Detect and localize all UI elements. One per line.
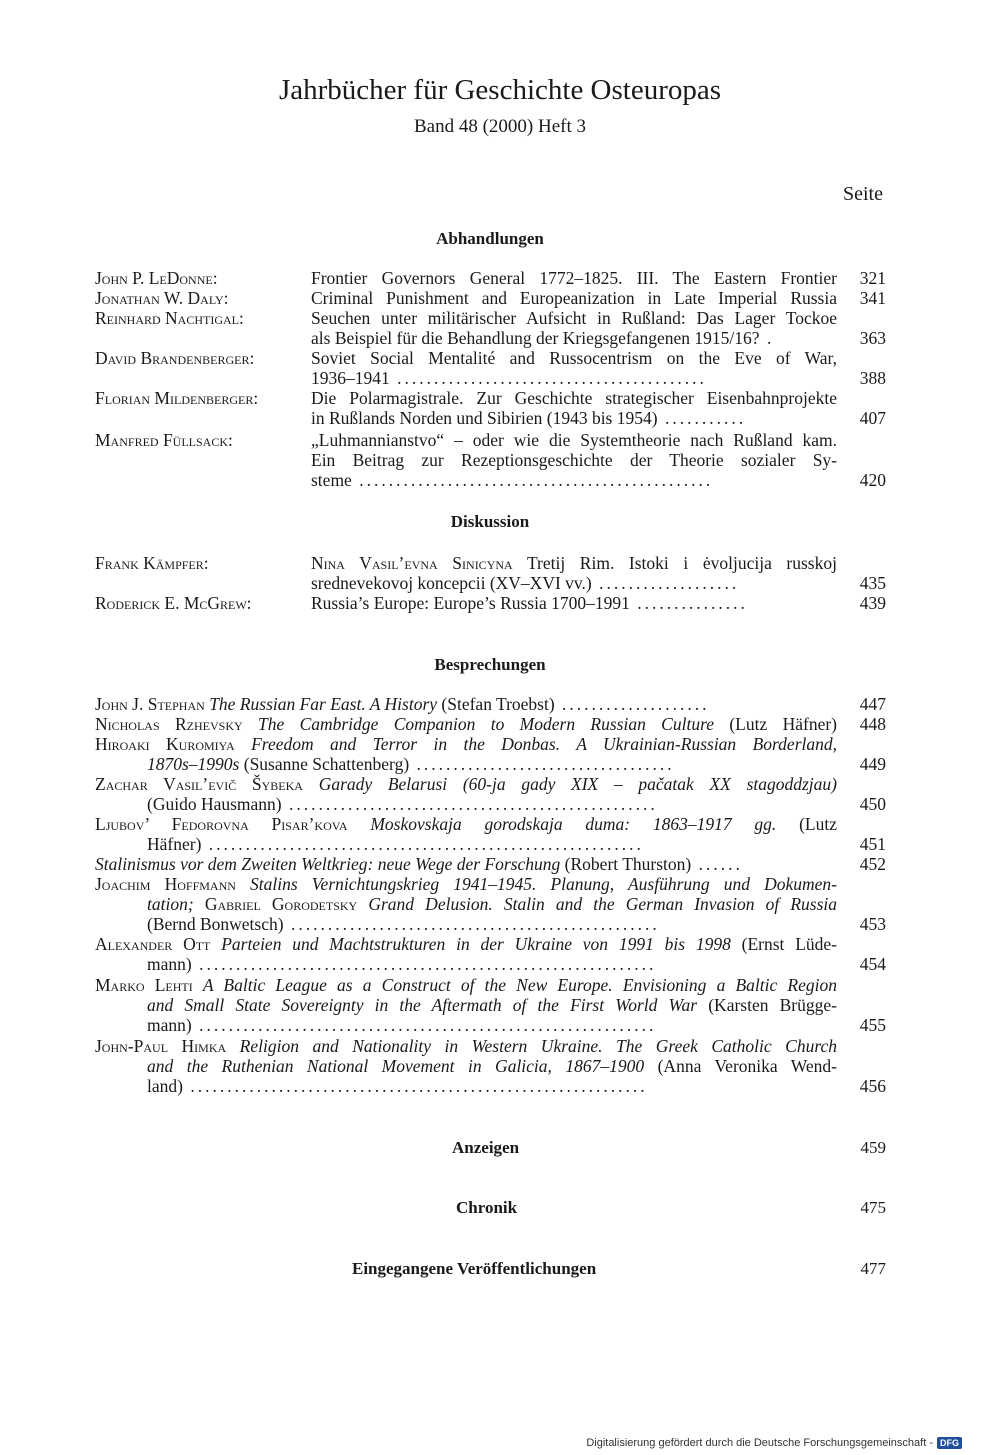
entry-title-line[interactable]: in Rußlands Norden und Sibirien (1943 bis 1954) ........... [311,408,747,428]
toc-entry [0,308,1000,328]
section-heading-diskussion: Diskussion [450,512,530,531]
entry-page: 453 [859,914,886,934]
toc-entry [0,593,1000,613]
entry-title-line[interactable]: srednevekovoj koncepcii (XV–XVI vv.) ................... [311,573,740,593]
entry-author: John P. LeDonne: [95,268,218,288]
leader-dots: . [759,328,775,348]
leader-dots: .................................................. [283,914,660,934]
entry-title[interactable]: Die Polarmagistrale. Zur Geschichte strategischer Eisenbahnprojekte [311,388,837,408]
entry-author: Florian Mildenberger: [95,388,259,408]
entry-title[interactable]: Frontier Governors General 1772–1825. III. The Eastern Frontier [311,268,837,288]
entry-page: 475 [860,1198,886,1217]
entry-page: 450 [859,794,886,814]
digitization-footer [586,1437,962,1449]
toc-entry [0,388,1000,408]
entry-page: 456 [859,1076,886,1096]
toc-entry [0,430,1000,450]
review-text-line[interactable]: and the Ruthenian National Movement in Galicia, 1867–1900 (Anna Veronika Wend- [147,1056,837,1076]
toc-entry-continued [0,470,1000,490]
review-entry [0,774,1000,794]
review-entry-continued [0,794,1000,814]
review-text-line[interactable]: (Bernd Bonwetsch) .................................................. [147,914,660,934]
review-text-line[interactable]: tation; Gabriel Gorodetsky Grand Delusion. Stalin and the German Invasion of Russia [147,894,837,914]
review-text-line[interactable]: land) .............................................................. [147,1076,648,1096]
entry-page: 435 [859,573,886,593]
entry-page: 388 [859,368,886,388]
entry-title[interactable]: „Luhmannianstvo“ – oder wie die Systemtheorie nach Rußland kam. [311,430,837,450]
entry-author: Reinhard Nachtigal: [95,308,244,328]
entry-page: 447 [859,694,886,714]
leader-dots: ................................... [409,754,675,774]
toc-section-anzeigen [0,1138,1000,1158]
toc-entry-continued [0,408,1000,428]
review-text-line[interactable]: (Guido Hausmann) .................................................. [147,794,658,814]
review-entry-continued [0,894,1000,914]
toc-section-chronik [0,1198,1000,1218]
entry-page: 420 [859,470,886,490]
section-label[interactable]: Chronik [456,1198,518,1217]
entry-page: 451 [859,834,886,854]
leader-dots: .................................................. [281,794,658,814]
review-entry [0,854,1000,874]
entry-page: 452 [859,854,886,874]
review-entry-continued [0,834,1000,854]
entry-page: 439 [859,593,886,613]
review-text[interactable]: John-Paul Himka Religion and Nationality in Western Ukraine. The Greek Catholic Church [95,1036,837,1056]
entry-title-line[interactable]: Ein Beitrag zur Rezeptionsgeschichte der Theorie sozialer Sy- [311,450,837,470]
review-entry [0,814,1000,834]
entry-page: 341 [859,288,886,308]
review-text[interactable]: Hiroaki Kuromiya Freedom and Terror in the Donbas. A Ukrainian-Russian Borderland, [95,734,837,754]
leader-dots: ...... [691,854,743,874]
leader-dots: .............................................................. [182,1076,648,1096]
entry-author: Roderick E. McGrew: [95,593,252,613]
entry-title[interactable]: Seuchen unter militärischer Aufsicht in Rußland: Das Lager Tockoe [311,308,837,328]
entry-page: 454 [859,954,886,974]
review-text-line[interactable]: mann) .............................................................. [147,954,657,974]
toc-entry [0,553,1000,573]
journal-title: Jahrbücher für Geschichte Osteuropas [278,74,722,106]
toc-entry [0,348,1000,368]
section-label[interactable]: Anzeigen [452,1138,520,1157]
entry-title[interactable]: Russia’s Europe: Europe’s Russia 1700–1991 ............... [311,593,748,613]
section-label[interactable]: Eingegangene Veröffentlichungen [352,1259,597,1278]
review-text-line[interactable]: 1870s–1990s (Susanne Schattenberg) ................................... [147,754,675,774]
leader-dots: ................................................ [351,470,714,490]
review-entry-continued [0,1015,1000,1035]
leader-dots: .............................................................. [191,1015,657,1035]
entry-author: Manfred Füllsack: [95,430,233,450]
entry-page: 321 [859,268,886,288]
issue-info: Band 48 (2000) Heft 3 [413,116,587,137]
section-heading-abhandlungen: Abhandlungen [436,229,544,248]
entry-title[interactable]: Nina Vasil’evna Sinicyna Tretij Rim. Istoki i ėvoljucija russkoj [311,553,837,573]
entry-title-line[interactable]: als Beispiel für die Behandlung der Kriegsgefangenen 1915/16? . [311,328,775,348]
review-text-line[interactable]: and Small State Sovereignty in the Aftermath of the First World War (Karsten Brügge- [147,995,837,1015]
review-entry-continued [0,995,1000,1015]
dfg-logo: DFG [937,1437,962,1449]
entry-page: 449 [859,754,886,774]
leader-dots: ........................................................... [201,834,644,854]
review-entry-continued [0,954,1000,974]
entry-title-line[interactable]: steme ................................................ [311,470,714,490]
review-text-line[interactable]: Häfner) ........................................................... [147,834,644,854]
leader-dots: .......................................... [389,368,707,388]
toc-entry [0,268,1000,288]
review-text[interactable]: John J. Stephan The Russian Far East. A History (Stefan Troebst) .................... [95,694,710,714]
leader-dots: ................... [591,573,740,593]
entry-page: 363 [859,328,886,348]
review-entry-continued [0,914,1000,934]
toc-entry [0,288,1000,308]
entry-author: David Brandenberger: [95,348,255,368]
leader-dots: .................... [554,694,710,714]
review-text-line[interactable]: mann) .............................................................. [147,1015,657,1035]
entry-page: 407 [859,408,886,428]
entry-author: Frank Kämpfer: [95,553,209,573]
leader-dots: .............................................................. [191,954,657,974]
entry-page: 477 [860,1259,886,1278]
review-entry-continued [0,1056,1000,1076]
entry-author: Jonathan W. Daly: [95,288,229,308]
review-entry [0,1036,1000,1056]
section-heading-besprechungen: Besprechungen [434,655,546,674]
review-text[interactable]: Ljubov’ Fedorovna Pisar’kova Moskovskaja gorodskaja duma: 1863–1917 gg. (Lutz [95,814,837,834]
review-entry [0,975,1000,995]
entry-title[interactable]: Soviet Social Mentalité and Russocentrism on the Eve of War, [311,348,837,368]
review-entry-continued [0,1076,1000,1096]
review-entry [0,734,1000,754]
review-text[interactable]: Alexander Ott Parteien und Machtstrukturen in der Ukraine von 1991 bis 1998 (Ernst Lüde- [95,934,837,954]
review-entry [0,714,1000,734]
review-text[interactable]: Joachim Hoffmann Stalins Vernichtungskrieg 1941–1945. Planung, Ausführung und Dokumen- [95,874,837,894]
review-text[interactable]: Zachar Vasil’evič Šybeka Garady Belarusi (60-ja gady XIX – pačatak XX stagoddzjau) [95,774,837,794]
review-entry [0,934,1000,954]
review-text[interactable]: Marko Lehti A Baltic League as a Construct of the New Europe. Envisioning a Baltic Region [95,975,837,995]
review-entry-continued [0,754,1000,774]
review-entry [0,874,1000,894]
leader-dots: ........... [657,408,747,428]
toc-entry-continued [0,450,1000,470]
entry-title[interactable]: Criminal Punishment and Europeanization in Late Imperial Russia [311,288,837,308]
page-column-label: Seite [843,183,883,205]
footer-text: Digitalisierung gefördert durch die Deutsche Forschungsgemeinschaft - [586,1437,933,1449]
review-entry [0,694,1000,714]
toc-entry-continued [0,368,1000,388]
review-text[interactable]: Stalinismus vor dem Zweiten Weltkrieg: neue Wege der Forschung (Robert Thurston) ...... [95,854,743,874]
toc-entry-continued [0,328,1000,348]
entry-page: 459 [860,1138,886,1157]
entry-title-line[interactable]: 1936–1941 .......................................... [311,368,707,388]
entry-page: 455 [859,1015,886,1035]
toc-section-eingegangene [0,1259,1000,1279]
entry-page: 448 [859,714,886,734]
leader-dots: ............... [629,593,748,613]
toc-entry-continued [0,573,1000,593]
review-text[interactable]: Nicholas Rzhevsky The Cambridge Companion to Modern Russian Culture (Lutz Häfner) [95,714,837,734]
